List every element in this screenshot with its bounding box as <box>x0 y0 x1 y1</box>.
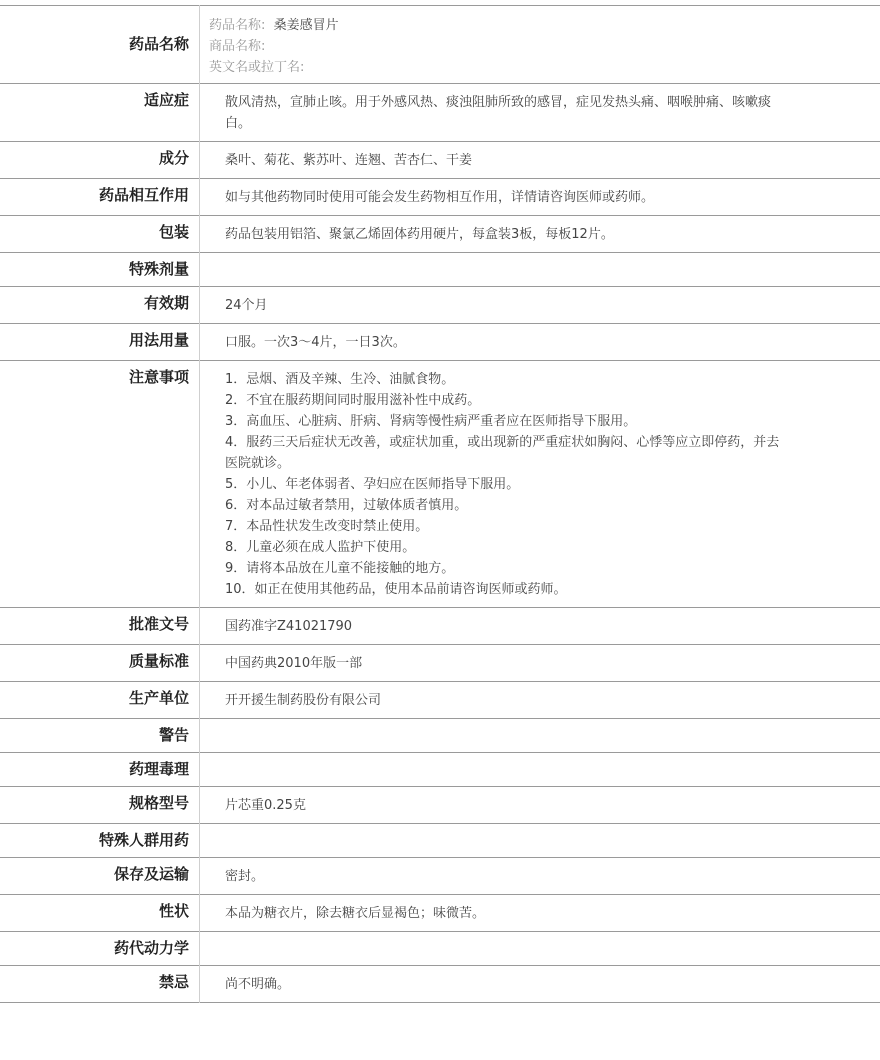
row-label: 药理毒理 <box>0 753 200 787</box>
precaution-item: 9．请将本品放在儿童不能接触的地方。 <box>225 561 455 576</box>
generic-name-label: 药品名称: <box>209 18 266 33</box>
row-pharmacology <box>0 753 880 787</box>
row-label: 性状 <box>0 895 200 932</box>
row-value <box>200 253 880 287</box>
precaution-item: 5．小儿、年老体弱者、孕妇应在医师指导下服用。 <box>225 477 520 492</box>
row-label: 保存及运输 <box>0 858 200 895</box>
row-value: 中国药典2010年版一部 <box>225 656 363 671</box>
row-value: 密封。 <box>225 869 265 884</box>
row-label: 药品相互作用 <box>0 179 200 216</box>
drug-spec-table <box>0 5 880 1003</box>
row-label: 成分 <box>0 142 200 179</box>
row-label: 禁忌 <box>0 966 200 1003</box>
row-indication <box>0 84 880 142</box>
drug-name-cell <box>200 6 880 84</box>
row-ingredients <box>0 142 880 179</box>
row-value: 药品包装用铝箔、聚氯乙烯固体药用硬片，每盒装3板，每板12片。 <box>225 227 614 242</box>
precaution-item: 6．对本品过敏者禁用，过敏体质者慎用。 <box>225 498 468 513</box>
row-value: 本品为糖衣片，除去糖衣后显褐色；味微苦。 <box>225 906 486 921</box>
precaution-item: 3．高血压、心脏病、肝病、肾病等慢性病严重者应在医师指导下服用。 <box>225 414 637 429</box>
row-drug-name <box>0 6 880 84</box>
row-value: 尚不明确。 <box>225 977 291 992</box>
row-label: 适应症 <box>0 84 200 142</box>
row-label: 质量标准 <box>0 645 200 682</box>
row-usage <box>0 324 880 361</box>
row-value: 片芯重0.25克 <box>225 798 306 813</box>
precaution-item: 1．忌烟、酒及辛辣、生冷、油腻食物。 <box>225 372 455 387</box>
row-label: 药代动力学 <box>0 932 200 966</box>
precautions-list <box>200 361 880 608</box>
row-label: 生产单位 <box>0 682 200 719</box>
row-warning <box>0 719 880 753</box>
row-interactions <box>0 179 880 216</box>
row-expiry <box>0 287 880 324</box>
row-character <box>0 895 880 932</box>
row-value: 24个月 <box>225 298 268 313</box>
row-special-dose <box>0 253 880 287</box>
row-label: 有效期 <box>0 287 200 324</box>
row-value <box>200 824 880 858</box>
precaution-item: 10．如正在使用其他药品，使用本品前请咨询医师或药师。 <box>225 582 567 597</box>
row-spec <box>0 787 880 824</box>
precaution-item: 8．儿童必须在成人监护下使用。 <box>225 540 416 555</box>
precaution-item: 7．本品性状发生改变时禁止使用。 <box>225 519 429 534</box>
row-value: 开开援生制药股份有限公司 <box>225 693 382 708</box>
precaution-item: 2．不宜在服药期间同时服用滋补性中成药。 <box>225 393 481 408</box>
row-packaging <box>0 216 880 253</box>
row-value: 桑叶、菊花、紫苏叶、连翘、苦杏仁、干姜 <box>225 153 473 168</box>
row-value: 如与其他药物同时使用可能会发生药物相互作用，详情请咨询医师或药师。 <box>225 190 655 205</box>
row-value: 国药准字Z41021790 <box>225 619 353 634</box>
row-storage <box>0 858 880 895</box>
row-label: 特殊剂量 <box>0 253 200 287</box>
row-value: 口服。一次3～4片，一日3次。 <box>225 335 406 350</box>
row-label: 特殊人群用药 <box>0 824 200 858</box>
row-special-groups <box>0 824 880 858</box>
row-label: 警告 <box>0 719 200 753</box>
row-label: 规格型号 <box>0 787 200 824</box>
row-value: 散风清热，宣肺止咳。用于外感风热、痰浊阻肺所致的感冒，症见发热头痛、咽喉肿痛、咳嗽痰白。 <box>225 95 772 131</box>
row-precautions <box>0 361 880 608</box>
row-standard <box>0 645 880 682</box>
row-manufacturer <box>0 682 880 719</box>
row-contraindications <box>0 966 880 1003</box>
trade-name-label: 商品名称: <box>209 39 266 54</box>
generic-name-value: 桑姜感冒片 <box>273 18 339 33</box>
row-label: 用法用量 <box>0 324 200 361</box>
row-value <box>200 753 880 787</box>
english-name-label: 英文名或拉丁名: <box>209 60 305 75</box>
row-value <box>200 932 880 966</box>
row-label: 批准文号 <box>0 608 200 645</box>
row-label: 包装 <box>0 216 200 253</box>
row-approval <box>0 608 880 645</box>
precaution-item: 4．服药三天后症状无改善，或症状加重，或出现新的严重症状如胸闷、心悸等应立即停药，并去医院就诊。 <box>225 435 780 471</box>
row-pharmacokinetics <box>0 932 880 966</box>
row-label: 药品名称 <box>0 6 200 84</box>
row-value <box>200 719 880 753</box>
row-label: 注意事项 <box>0 361 200 608</box>
